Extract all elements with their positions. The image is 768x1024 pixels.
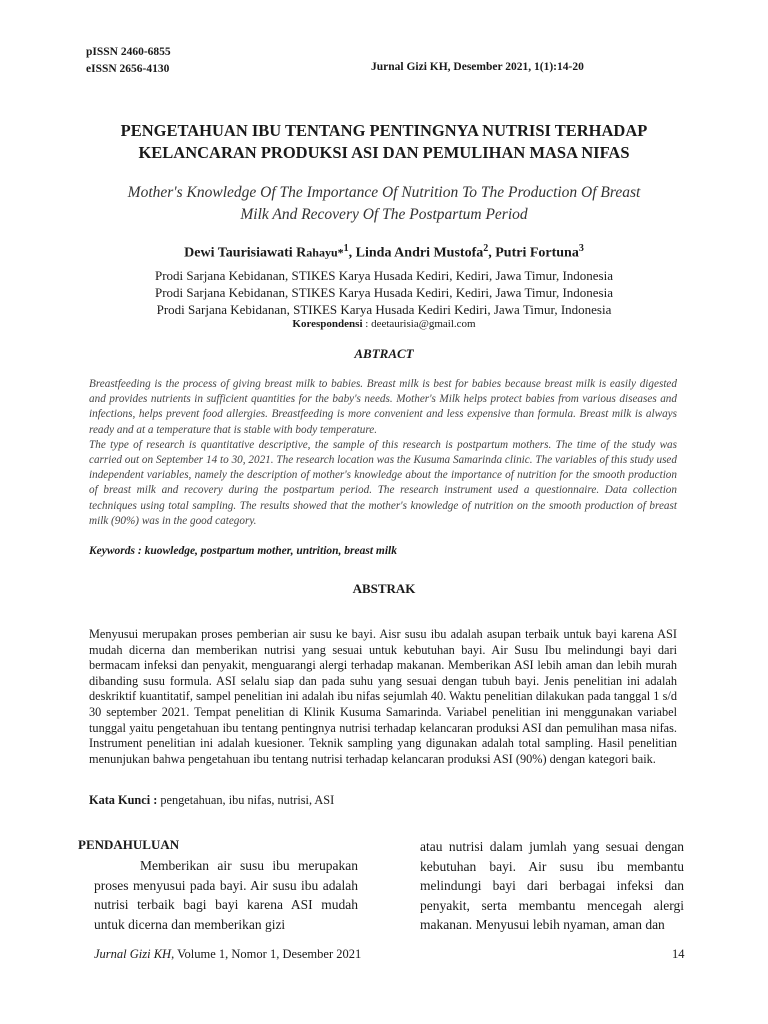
correspondence [60,318,708,330]
abstract-heading: ABTRACT [354,346,414,361]
author-list [60,243,708,262]
paper-subtitle [60,182,708,226]
kata-kunci [89,793,677,808]
body-left-column: Memberikan air susu ibu merupakan proses menyusui pada bayi. Air susu ibu adalah nutrisi terbaik bagi bayi karena ASI mudah untuk dicerna dan memberikan gizi [94,858,358,932]
footer-journal-name: Jurnal Gizi KH [94,947,172,961]
affiliation-1: Prodi Sarjana Kebidanan, STIKES Karya Husada Kediri, Kediri, Jawa Timur, Indonesia [155,268,613,283]
abstract-paragraph-2: The type of research is quantitative descriptive, the sample of this research is postpartum mothers. The time of the study was carried out on September 14 to 30, 2021. The research location was the Kusuma Samarinda clinic. The variables of this study used independent variables, namely the description of mother's knowledge about the importance of nutrition for the smooth production of breast milk and recovery during the postpartum period. The research instrument used a questionnaire. Data collection techniques using total sampling. The results showed that the mother's knowledge of nutrition on the smooth production of breast milk (90%) was in the good category. [89,438,677,527]
author-3-name: , Putri Fortuna [488,245,579,261]
author-3-sup: 3 [578,243,584,254]
correspondence-email: deetaurisia@gmail.com [371,318,476,330]
author-1-name: Dewi Taurisiawati R [184,245,307,261]
body-right-column: atau nutrisi dalam jumlah yang sesuai dengan kebutuhan bayi. Air susu ibu membantu melindungi bayi dari berbagai infeksi dan penyakit, serta membantu mencegah alergi makanan. Menyusui lebih nyaman, aman dan [420,839,684,932]
title-line-2: KELANCARAN PRODUKSI ASI DAN PEMULIHAN MASA NIFAS [138,143,630,162]
author-2-sup: 2 [483,243,489,254]
author-2-name: , Linda Andri Mustofa [348,245,484,261]
author-1-sup: 1 [343,243,349,254]
author-1-rest: ahayu* [306,245,344,260]
abstrak-indonesian [89,627,677,767]
eissn: eISSN 2656-4130 [86,63,170,75]
section-heading-pendahuluan: PENDAHULUAN [78,837,180,852]
abstract-english [89,377,677,529]
issn-block [86,44,171,78]
kata-kunci-label: Kata Kunci : [89,793,158,807]
footer-journal-details: , Volume 1, Nomor 1, Desember 2021 [171,947,362,961]
subtitle-line-1: Mother's Knowledge Of The Importance Of Nutrition To The Production Of Breast [127,184,641,201]
correspondence-sep: : [362,318,372,330]
pissn: pISSN 2460-6855 [86,46,171,58]
title-line-1: PENGETAHUAN IBU TENTANG PENTINGNYA NUTRISI TERHADAP [120,121,648,140]
correspondence-label: Korespondensi [292,318,363,330]
keywords: Keywords : kuowledge, postpartum mother, untrition, breast milk [89,545,397,557]
paper-title [60,120,708,164]
affiliation-2: Prodi Sarjana Kebidanan, STIKES Karya Husada Kediri, Kediri, Jawa Timur, Indonesia [155,285,613,300]
subtitle-line-2: Milk And Recovery Of The Postpartum Period [240,206,528,223]
abstract-paragraph-1: Breastfeeding is the process of giving breast milk to babies. Breast milk is best for babies because breast milk is easily digested and provides nutrients in sufficient quantities for the baby's needs. Mother's Milk helps protect babies from various diseases and infections, helps prevent food allergies. Breastfeeding is more convenient and less expensive than formula. Breast milk is always ready and at a temperature that is stable with body temperature. [89,378,677,436]
abstrak-heading: ABSTRAK [352,581,416,596]
journal-header: Jurnal Gizi KH, Desember 2021, 1(1):14-20 [371,61,584,73]
abstrak-paragraph: Menyusui merupakan proses pemberian air susu ke bayi. Aisr susu ibu adalah asupan terbaik untuk bayi karena ASI mudah dicerna dan memberikan nutrisi yang sesuai untuk kebutuhan bayi. Air Susu Ibu melindungi bayi dari bermacam infeksi dan penyakit, menguarangi alergi terhadap makanan. Memberikan ASI lebih aman dan lebih murah dibanding susu formula. ASI selalu siap dan pada suhu yang sesuai dengan tubuh bayi. Jenis penelitian ini adalah deskriktif kuantitatif, sampel penelitian ini adalah ibu nifas sejumlah 40. Waktu penelitian dilakukan pada tanggal 1 s/d 30 september 2021. Tempat penelitian di Klinik Kusuma Samarinda. Variabel penelitian ini menggunakan variabel tunggal yaitu pengetahuan ibu tentang pentingnya nutrisi terhadap kelancaran produksi ASI dan pemulihan masa nifas. Instrument penelitian ini adalah kuesioner. Teknik sampling yang digunakan adalah total sampling. Hasil penelitian menunjukan bahwa pengetahuan ibu tentang nutrisi terhadap kelancaran produksi ASI (90%) dengan kategori baik. [89,627,677,766]
page-number: 14 [672,947,685,961]
kata-kunci-values: pengetahuan, ibu nifas, nutrisi, ASI [157,793,335,807]
footer-journal [94,947,361,962]
affiliation-3: Prodi Sarjana Kebidanan, STIKES Karya Husada Kediri Kediri, Jawa Timur, Indonesia [156,302,612,317]
